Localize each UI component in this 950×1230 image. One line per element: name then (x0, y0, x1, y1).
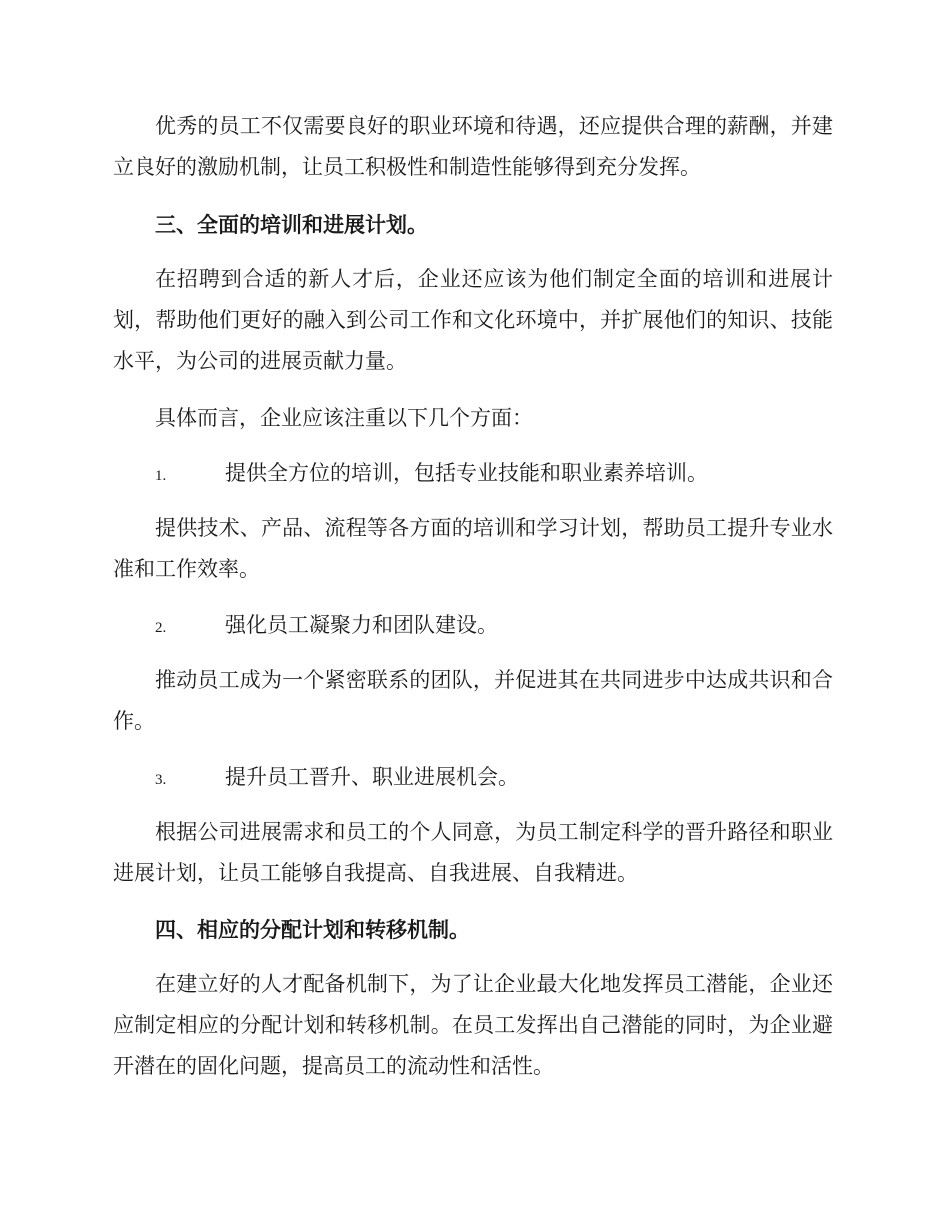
section-heading-allocation: 四、相应的分配计划和转移机制。 (155, 917, 470, 942)
list-item-3 (155, 757, 875, 801)
paragraph-teamwork: 推动员工成为一个紧密联系的团队，并促进其在共同进步中达成共识和合作。 (113, 668, 833, 733)
list-item-1 (155, 453, 875, 497)
list-item-text: 强化员工凝聚力和团队建设。 (225, 613, 498, 637)
list-number: 3. (155, 772, 167, 788)
paragraph-training-plan: 在招聘到合适的新人才后，企业还应该为他们制定全面的培训和进展计划，帮助他们更好的融入到公司工作和文化环境中，并扩展他们的知识、技能水平，为公司的进展贡献力量。 (113, 267, 833, 373)
list-item-2 (155, 605, 875, 649)
paragraph-promotion: 根据公司进展需求和员工的个人同意，为员工制定科学的晋升路径和职业进展计划，让员工能够自我提高、自我进展、自我精进。 (113, 820, 833, 885)
paragraph-allocation: 在建立好的人才配备机制下，为了让企业最大化地发挥员工潜能，企业还应制定相应的分配计划和转移机制。在员工发挥出自己潜能的同时，为企业避开潜在的固化问题，提高员工的流动性和活性。 (113, 972, 833, 1078)
list-number: 2. (155, 620, 167, 636)
list-number: 1. (155, 468, 167, 484)
paragraph-skill-training: 提供技术、产品、流程等各方面的培训和学习计划，帮助员工提升专业水准和工作效率。 (113, 516, 833, 581)
section-heading-training: 三、全面的培训和进展计划。 (155, 212, 428, 237)
paragraph-aspects-intro: 具体而言，企业应该注重以下几个方面： (155, 406, 533, 430)
list-item-text: 提升员工晋升、职业进展机会。 (225, 765, 519, 789)
paragraph-compensation: 优秀的员工不仅需要良好的职业环境和待遇，还应提供合理的薪酬，并建立良好的激励机制，让员工积极性和制造性能够得到充分发挥。 (113, 114, 833, 179)
list-item-text: 提供全方位的培训，包括专业技能和职业素养培训。 (225, 461, 708, 485)
